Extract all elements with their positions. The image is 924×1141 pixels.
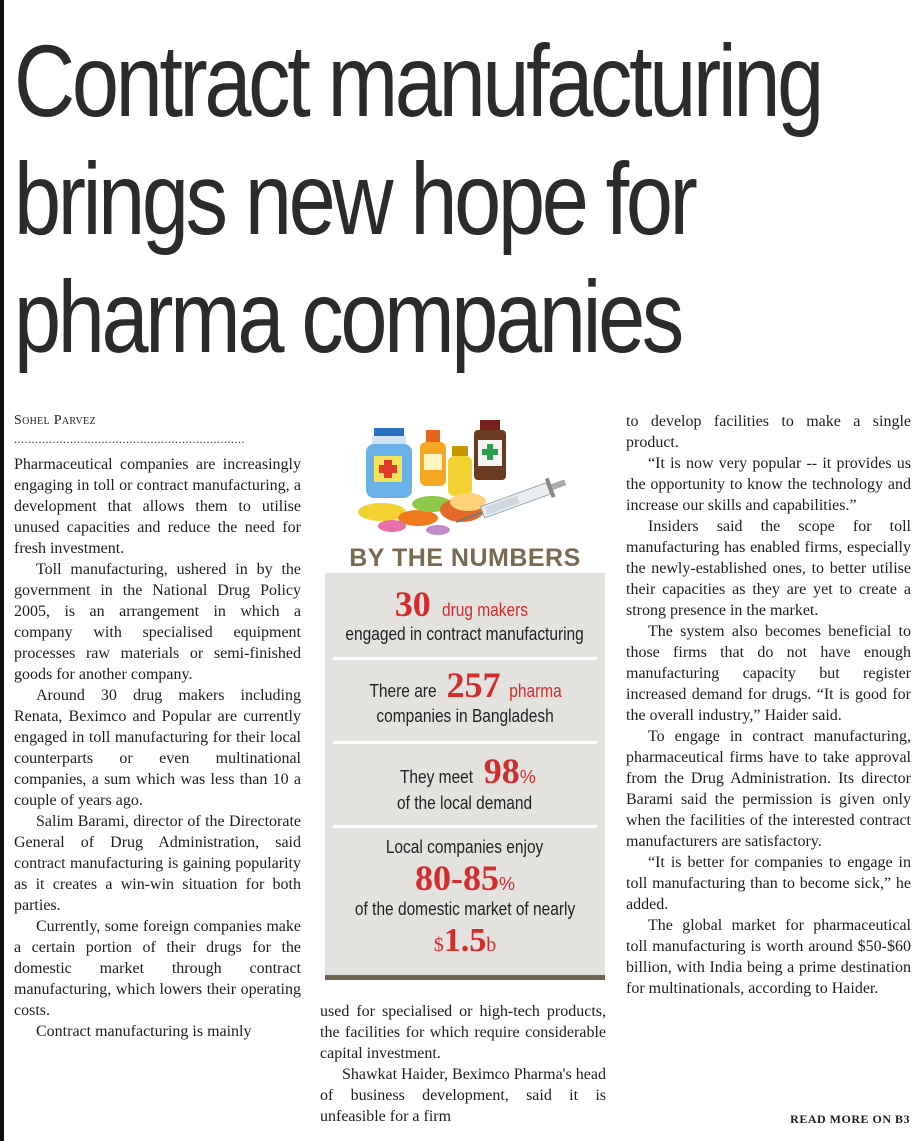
paragraph: Toll manufacturing, ushered in by the government in the National Drug Policy 2005, is an arrangement in which a company with specialised equipment processes raw materials or semi-finished goods for another company. xyxy=(14,561,301,683)
article-column-1 xyxy=(14,454,301,1042)
byline-divider: .................................................................. xyxy=(14,432,245,446)
paragraph: to develop facilities to make a single product. xyxy=(626,413,911,451)
paragraph: Contract manufacturing is mainly xyxy=(36,1023,252,1040)
stat-prefix: They meet xyxy=(400,767,474,787)
stat-unit: b xyxy=(486,934,497,956)
paragraph: Salim Barami, director of the Directorate General of Drug Administration, said contract manufacturing is gaining popularity as it creates a win-win situation for both parties. xyxy=(14,813,301,914)
stat-description: companies in Bangladesh xyxy=(376,706,554,726)
read-more-link[interactable]: READ MORE ON B3 xyxy=(790,1112,910,1126)
headline-line: brings new hope for xyxy=(14,142,695,256)
stat-prefix: There are xyxy=(369,681,437,701)
stat-value: 1.5 xyxy=(443,922,487,959)
paragraph: “It is now very popular -- it provides us the opportunity to know the technology and increase our skills and capabilities.” xyxy=(626,455,911,514)
stat-divider xyxy=(333,741,597,744)
stat-suffix: % xyxy=(519,767,536,787)
stat-value: 98 xyxy=(483,751,520,791)
stat-value: 257 xyxy=(446,665,501,705)
paragraph: Currently, some foreign companies make a certain portion of their drugs for the domestic market through contract manufacturing, which lowers their operating costs. xyxy=(14,918,301,1019)
by-the-numbers-box xyxy=(325,573,605,980)
stat-value: 80-85 xyxy=(414,858,499,898)
stat-suffix: % xyxy=(498,874,515,894)
headline-line: pharma companies xyxy=(14,260,681,374)
paragraph: used for specialised or high-tech products, the facilities for which require considerable capital investment. xyxy=(320,1003,606,1062)
pills-illustration xyxy=(352,418,577,538)
paragraph: Pharmaceutical companies are increasingly engaging in toll or contract manufacturing, a development that allows them to utilise unused capacities and reduce the need for fresh investment. xyxy=(14,456,301,557)
paragraph: Shawkat Haider, Beximco Pharma's head of business development, said it is unfeasible for a firm xyxy=(320,1066,606,1125)
headline xyxy=(14,22,821,376)
paragraph: The system also becomes beneficial to those firms that do not have enough manufacturing capacity but register increased demand for drugs. “It is good for the overall industry,” Haider said. xyxy=(626,623,911,724)
stat-divider xyxy=(333,657,597,660)
stat-value: 30 xyxy=(394,584,431,624)
stat-domestic-market xyxy=(325,835,605,961)
paragraph: Around 30 drug makers including Renata, Beximco and Popular are currently engaged in toll manufacturing for their local counterparts or even multinational companies, a sum which was less than 10 a couple of years ago. xyxy=(14,687,301,809)
paragraph: Insiders said the scope for toll manufacturing has enabled firms, especially the newly-established ones, to better utilise their capacities as they are yet to create a strong presence in the market. xyxy=(626,518,911,619)
stat-description: of the domestic market of nearly xyxy=(354,899,576,919)
headline-line: Contract manufacturing xyxy=(14,24,821,138)
article-column-2 xyxy=(320,1001,606,1127)
paragraph: “It is better for companies to engage in toll manufacturing than to become sick,” he added. xyxy=(626,854,911,913)
stat-label: pharma xyxy=(509,681,562,701)
paragraph: To engage in contract manufacturing, pharmaceutical firms have to take approval from the Drug Administration. Its director Barami said the permission is given only when the facilities of the interested contract manufacturers are satisfactory. xyxy=(626,728,911,850)
stat-pharma-companies xyxy=(325,665,605,727)
paragraph: The global market for pharmaceutical toll manufacturing is worth around $50-$60 billion, with India being a prime destination for multinationals, according to Haider. xyxy=(626,917,911,997)
stat-description: of the local demand xyxy=(397,793,533,813)
article-column-3 xyxy=(626,411,911,999)
stat-local-demand xyxy=(325,751,605,815)
stat-prefix: Local companies enjoy xyxy=(386,837,544,857)
stat-drug-makers xyxy=(325,585,605,645)
byline: Sohel Parvez xyxy=(14,413,96,428)
stat-label: drug makers xyxy=(442,600,529,620)
stat-description: engaged in contract manufacturing xyxy=(345,624,585,644)
left-edge-bar xyxy=(0,0,4,1141)
stat-currency: $ xyxy=(433,934,444,956)
by-the-numbers-title: BY THE NUMBERS xyxy=(349,544,581,572)
stat-divider xyxy=(333,825,597,828)
